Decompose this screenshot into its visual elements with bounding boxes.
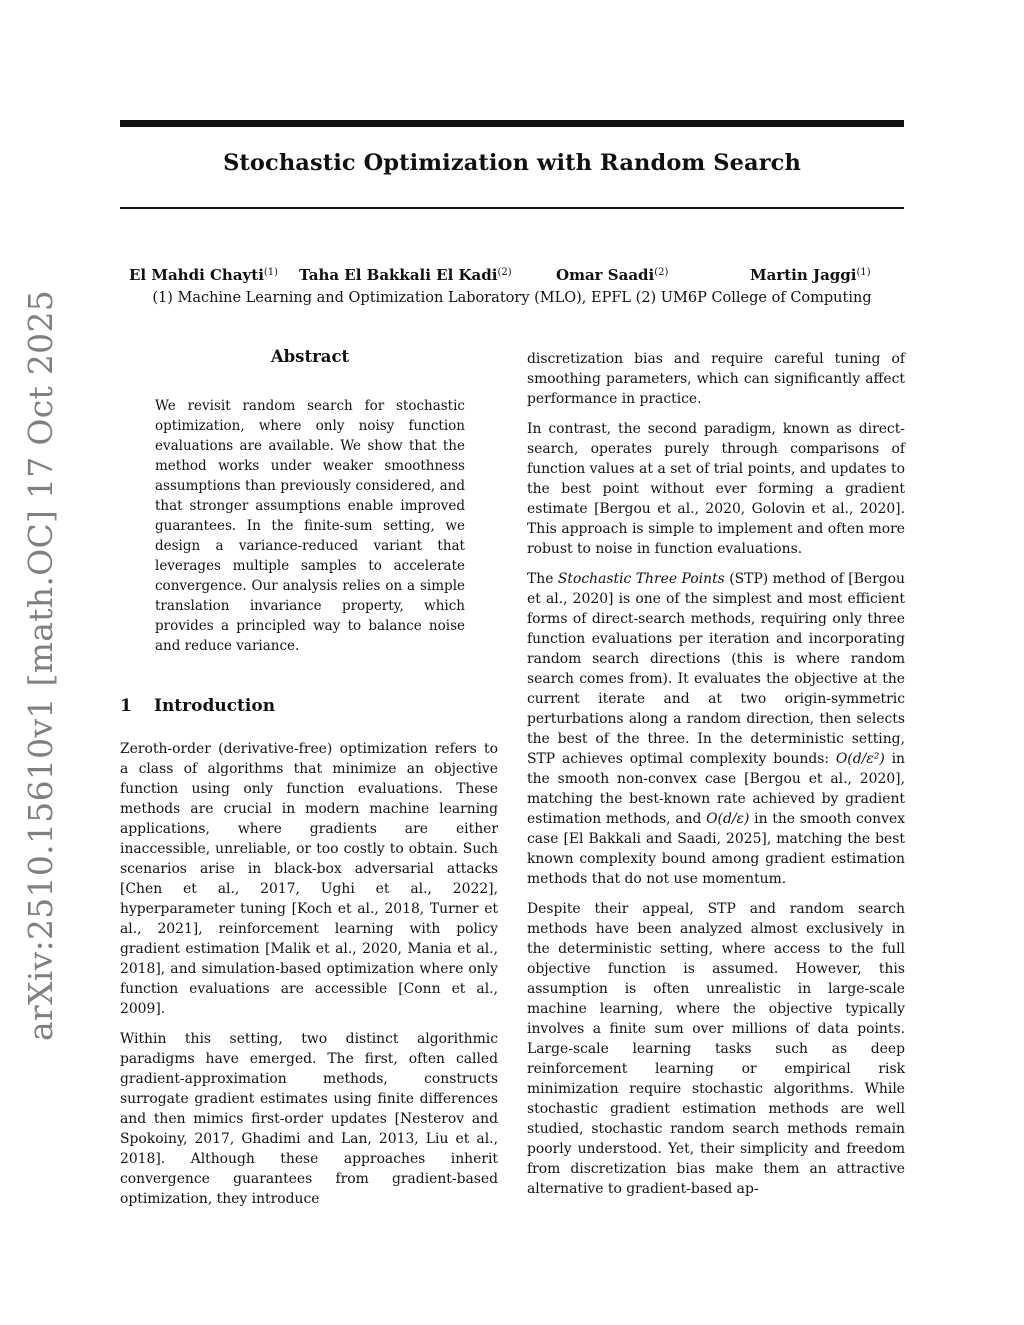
affiliations: (1) Machine Learning and Optimization Laboratory (MLO), EPFL (2) UM6P College of Computing [152,290,872,306]
author: El Mahdi Chayti$^{(1)}$ [129,266,279,284]
arxiv-stamp [15,289,67,1041]
left-column [120,739,498,1219]
section-number: 1 [120,696,132,716]
math-expression: O(d/ε²) [835,751,885,767]
paragraph: Despite their appeal, STP and random search methods have been analyzed almost exclusively in the deterministic setting, where access to the full objective function is assumed. However, this assumption is often unrealistic in large-scale machine learning, where the objective typically involves a finite sum over millions of data points. Large-scale learning tasks such as deep reinforcement learning or empirical risk minimization require stochastic algorithms. While stochastic gradient estimation methods are well studied, stochastic random search methods remain poorly understood. Yet, their simplicity and freedom from discretization bias make them an attractive alternative to gradient-based ap- [527,901,905,1197]
paragraph: Within this setting, two distinct algorithmic paradigms have emerged. The first, often called gradient-approximation methods, constructs surrogate gradient estimates using finite differences and then mimics first-order updates [Nesterov and Spokoiny, 2017, Ghadimi and Lan, 2013, Liu et al., 2018]. Although these approaches inherit convergence guarantees from gradient-based optimization, they introduce [120,1031,498,1207]
author: Omar Saadi$^{(2)}$ [556,266,669,284]
author: Martin Jaggi$^{(1)}$ [750,266,871,284]
arxiv-identifier: arXiv:2510.15610v1 [math.OC] 17 Oct 2025 [21,289,61,1041]
paragraph: In contrast, the second paradigm, known as direct-search, operates purely through comparisons of function values at a set of trial points, and updates to the best point without ever forming a gradient estimate [Bergou et al., 2020, Golovin et al., 2020]. This approach is simple to implement and often more robust to noise in function evaluations. [527,421,905,557]
author: Taha El Bakkali El Kadi$^{(2)}$ [299,266,512,284]
title-rule-bottom [120,207,904,209]
paragraph: Zeroth-order (derivative-free) optimization refers to a class of algorithms that minimize an objective function using only function evaluations. These methods are crucial in modern machine learning applications, where gradients are either inaccessible, unreliable, or too costly to obtain. Such scenarios arise in black-box adversarial attacks [Chen et al., 2017, Ughi et al., 2022], hyperparameter tuning [Koch et al., 2018, Turner et al., 2021], reinforcement learning with policy gradient estimation [Malik et al., 2020, Mania et al., 2018], and simulation-based optimization where only function evaluations are accessible [Conn et al., 2009]. [120,741,498,1017]
math-expression: O(d/ε) [706,811,750,827]
paper-title: Stochastic Optimization with Random Search [223,150,801,176]
paragraph: discretization bias and require careful tuning of smoothing parameters, which can significantly affect performance in practice. [527,351,905,407]
abstract-text: We revisit random search for stochastic optimization, where only noisy function evaluations are available. We show that the method works under weaker smoothness assumptions than previously considered, and that stronger assumptions enable improved guarantees. In the finite-sum setting, we design a variance-reduced variant that leverages multiple samples to accelerate convergence. Our analysis relies on a simple translation invariance property, which provides a principled way to balance noise and reduce variance. [155,398,465,654]
section-title: Introduction [154,696,276,716]
title-rule-top [120,120,904,127]
section-heading [120,696,275,716]
right-column [527,349,905,1209]
method-name: Stochastic Three Points [557,571,725,587]
paragraph-stp: The Stochastic Three Points (STP) method of [Bergou et al., 2020] is one of the simplest and most efficient forms of direct-search methods, requiring only three function evaluations per iteration and incorporating random search directions (this is where random search comes from). It evaluates the objective at the current iterate and at two origin-symmetric perturbations along a random direction, then selects the best of the three. In the deterministic setting, STP achieves optimal complexity bounds: O(d/ε²) in the smooth non-convex case [Bergou et al., 2020], matching the best-known rate achieved by gradient estimation methods, and O(d/ε) in the smooth convex case [El Bakkali and Saadi, 2025], matching the best known complexity bound among gradient estimation methods that do not use momentum. [527,571,906,887]
abstract-heading: Abstract [270,347,350,366]
